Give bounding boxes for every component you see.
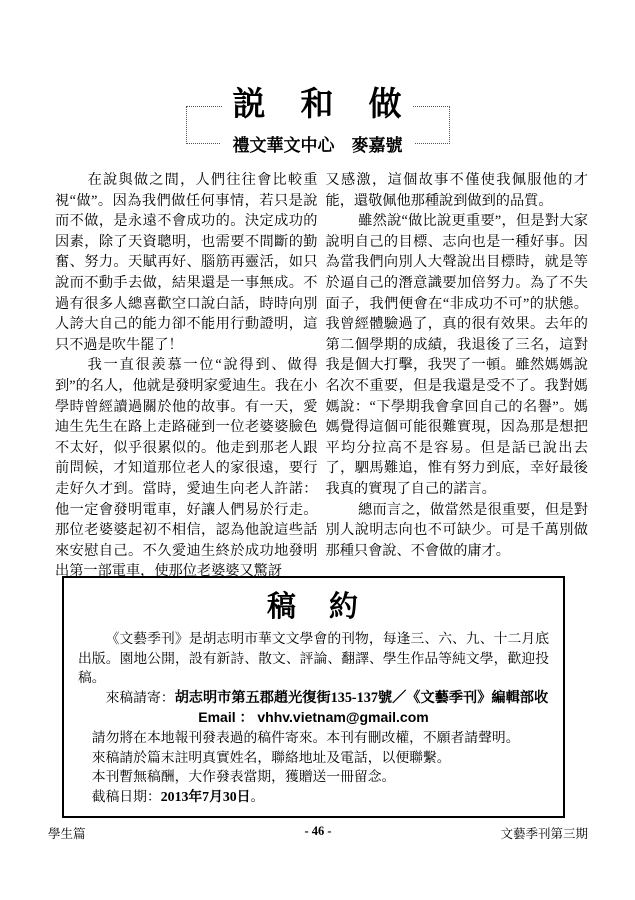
footer-journal-label: 文藝季刊第三期 bbox=[500, 827, 588, 841]
notice-intro: 《文藝季刊》是胡志明市華文文學會的刊物，每逢三、六、九、十二月底出版。園地公開，設有新詩、散文、評論、翻譯、學生作品等純文學，歡迎投稿。 bbox=[78, 631, 549, 686]
paragraph: 又感激，這個故事不僅使我佩服他的才能，還敬佩他那種說到做到的品質。 bbox=[325, 172, 588, 209]
submit-label: 來稿請寄： bbox=[105, 689, 175, 705]
footer-page-number: - 46 - bbox=[304, 824, 332, 838]
footer-section-label: 學生篇 bbox=[48, 827, 86, 841]
notice-rule: 請勿將在本地報刊發表過的稿件寄來。本刊有刪改權，不願者請聲明。 bbox=[91, 729, 520, 745]
title-decorative-frame bbox=[186, 86, 450, 155]
right-column bbox=[326, 170, 589, 582]
paragraph: 我一直很羨慕一位“說得到、做得到”的名人，他就是發明家愛迪生。我在小學時曾經讀過關於他的故事。有一天，愛迪生先生在路上走路碰到一位老婆婆臉色不太好，似乎很累似的。他走到那老人跟前問候，才知道那位老人的家很遠，要行走好久才到。當時，愛迪生向老人許諾：他一定會發明電車，好讓人們易於行走。那位老婆婆起初不相信，認為他說這些話來安慰自己。不久愛迪生終於成功地發明出第一部電車，使那位老婆婆又驚訝 bbox=[55, 357, 318, 580]
page-footer bbox=[48, 824, 588, 842]
notice-rule: 本刊暫無稿酬，大作發表當期，獲贈送一冊留念。 bbox=[91, 769, 396, 785]
article-author: 禮文華文中心 麥嘉號 bbox=[221, 131, 415, 156]
deadline-suffix: 。 bbox=[250, 788, 265, 804]
notice-deadline-line bbox=[78, 787, 549, 807]
call-for-papers-box bbox=[62, 576, 565, 818]
notice-rule: 來稿請於篇末註明真實姓名，聯絡地址及電話，以便聯繫。 bbox=[91, 749, 451, 765]
paragraph: 在說與做之間，人們往往會比較重視“做”。因為我們做任何事情，若只是說而不做，是永遠不會成功的。決定成功的因素，除了天資聰明，也需要不間斷的勤奮、努力。天賦再好、腦筋再靈活，如只說而不動手去做，結果還是一事無成。不過有很多人總喜歡空口說白話，時時向別人誇大自己的能力卻不能用行動證明，這只不過是吹牛罷了！ bbox=[55, 172, 318, 353]
paragraph: 總而言之，做當然是很重要，但是對別人說明志向也不可缺少。可是千萬別做那種只會說、不會做的庸才。 bbox=[325, 501, 588, 559]
article-body bbox=[55, 170, 588, 582]
email-label: Email ： bbox=[198, 709, 254, 726]
article-title: 説 和 做 bbox=[223, 78, 413, 125]
notice-email-line bbox=[78, 708, 549, 728]
email-address: vhhv.vietnam@gmail.com bbox=[257, 709, 429, 726]
paragraph: 雖然說“做比說更重要”，但是對大家說明自己的目標、志向也是一種好事。因為當我們向別人大聲說出目標時，就是等於逼自己的潛意識要加倍努力。為了不失面子，我們便會在“非成功不可”的狀態。我曾經體驗過了，真的很有效果。去年的第二個學期的成績，我退後了三名，這對我是個大打擊，我哭了一頓。雖然媽媽說名次不重要，但是我還是受不了。我對媽媽說：“下學期我會拿回自己的名譽”。媽媽覺得這個可能很難實現，因為那是想把平均分拉高不是容易。但是話已說出去了，駟馬難追，惟有努力到底，幸好最後我真的實現了自己的諾言。 bbox=[325, 213, 588, 497]
deadline-date: 2013年7月30日 bbox=[160, 788, 251, 804]
left-column bbox=[55, 170, 318, 582]
submit-address: 胡志明市第五郡趙光復街135-137號／《文藝季刊》編輯部收 bbox=[174, 689, 549, 706]
notice-address-line bbox=[78, 688, 549, 709]
notice-title: 稿 約 bbox=[266, 591, 360, 623]
deadline-label: 截稿日期： bbox=[91, 788, 161, 804]
